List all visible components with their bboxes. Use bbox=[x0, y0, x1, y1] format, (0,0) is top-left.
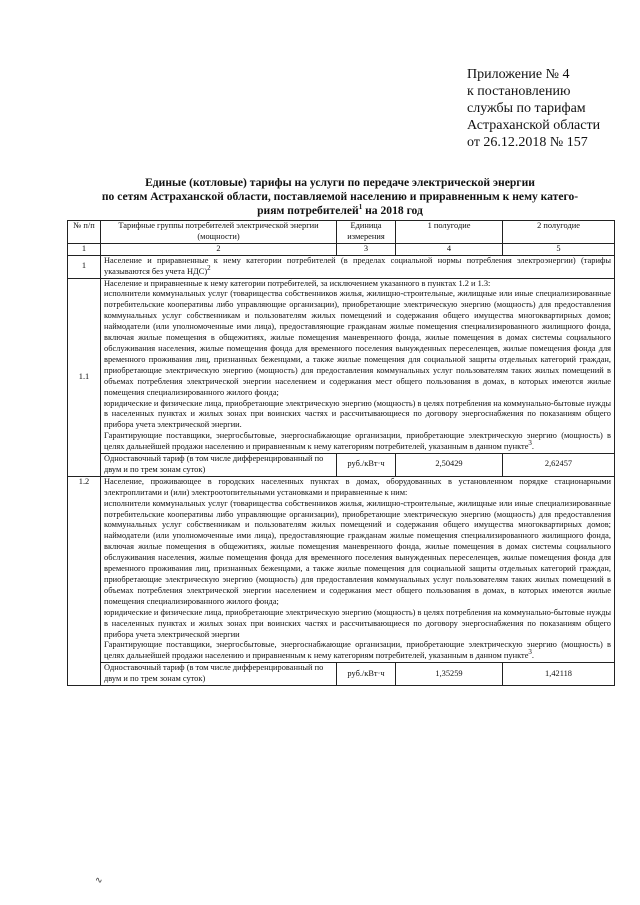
tariff-label: Одноставочный тариф (в том числе дифференцированный по двум и по трем зонам суток) bbox=[101, 454, 337, 477]
column-number: 1 bbox=[68, 243, 101, 255]
tariff-row bbox=[68, 663, 615, 686]
paragraph: юридические и физические лица, приобретающие электрическую энергию (мощность) в целях потребления на коммунально-бытовые нужды в населенных пунктах и жилых зонах при воинских частях и рассчитывающиеся по договору энергоснабжения по показаниям общего прибора учета электрической энергии bbox=[104, 607, 611, 639]
tariff-h2: 2,62457 bbox=[503, 454, 615, 477]
row-description bbox=[101, 476, 615, 662]
paragraph-text: Гарантирующие поставщики, энергосбытовые, энергоснабжающие организации, приобретающие электрическую энергию (мощность) в целях дальнейшей продажи населению и приравненным к нему категориям потребителей, указанным в данном пункте bbox=[104, 640, 611, 661]
column-number: 2 bbox=[101, 243, 337, 255]
paragraph: исполнители коммунальных услуг (товарищества собственников жилья, жилищно-строительные, жилищные или иные специализированные потребительские кооперативы либо управляющие организации), приобретающие электрическую энергию (мощность) для предоставления коммунальных услуг собственникам и пользователям жилых помещений и содержания общего имущества многоквартирных домов; наймодатели (или уполномоченные ими лица), предоставляющие гражданам жилые помещения специализированного жилищного фонда, включая жилые помещения в общежитиях, жилые помещения маневренного фонда, жилые помещения в домах системы социального обслуживания населения, жилые помещения фонда для временного поселения вынужденных переселенцев, жилые помещения фонда для временного проживания лиц, признанных беженцами, а также жилые помещения для социальной защиты отдельных категорий граждан, приобретающие электрическую энергию (мощность) для предоставления коммунальных услуг пользователям таких жилых помещений в объемах потребления электрической энергии населением и содержания мест общего пользования в домах, в которых имеются жилые помещения специализированного жилого фонда; bbox=[104, 498, 611, 606]
footnote-mark: 3 bbox=[528, 439, 532, 448]
paragraph bbox=[104, 640, 611, 662]
row-description bbox=[101, 255, 615, 278]
document-title bbox=[70, 176, 610, 218]
footnote-mark: 2 bbox=[207, 263, 211, 272]
paragraph bbox=[104, 431, 611, 453]
header-group: Тарифные группы потребителей электрической энергии (мощности) bbox=[101, 221, 337, 244]
appendix-block bbox=[467, 66, 632, 151]
title-line bbox=[70, 204, 610, 218]
tariff-unit: руб./кВт·ч bbox=[337, 663, 396, 686]
paragraph-end: . bbox=[531, 442, 535, 452]
paragraph-text: Гарантирующие поставщики, энергосбытовые, энергоснабжающие организации, приобретающие электрическую энергию (мощность) в целях дальнейшей продажи населению и приравненным к нему категориям потребителей, указанным в данном пункте bbox=[104, 431, 611, 452]
appendix-line: службы по тарифам bbox=[467, 101, 586, 116]
handwritten-mark: ∿ bbox=[95, 875, 103, 885]
header-h2: 2 полугодие bbox=[503, 221, 615, 244]
tariff-h1: 2,50429 bbox=[396, 454, 503, 477]
appendix-line: Астраханской области bbox=[467, 118, 601, 133]
tariff-h1: 1,35259 bbox=[396, 663, 503, 686]
tariff-unit: руб./кВт·ч bbox=[337, 454, 396, 477]
appendix-line: к постановлению bbox=[467, 84, 571, 99]
column-number: 3 bbox=[337, 243, 396, 255]
row-text: Население и приравненные к нему категории потребителей (в пределах социальной нормы потребления электроэнергии) (тарифы указываются без учета НДС) bbox=[104, 255, 611, 276]
tariff-row bbox=[68, 454, 615, 477]
footnote-mark: 3 bbox=[528, 648, 532, 657]
header-h1: 1 полугодие bbox=[396, 221, 503, 244]
paragraph: Население и приравненные к нему категории потребителей, за исключением указанного в пунктах 1.2 и 1.3: bbox=[104, 278, 491, 288]
header-num: № п/п bbox=[68, 221, 101, 244]
row-description bbox=[101, 278, 615, 454]
tariff-table bbox=[67, 220, 615, 686]
header-unit: Единица измерения bbox=[337, 221, 396, 244]
appendix-line: от 26.12.2018 № 157 bbox=[467, 135, 588, 150]
table-row bbox=[68, 476, 615, 662]
paragraph-end: . bbox=[531, 651, 535, 661]
row-number: 1.2 bbox=[68, 476, 101, 685]
paragraph: исполнители коммунальных услуг (товарищества собственников жилья, жилищно-строительные, жилищные или иные специализированные потребительские кооперативы либо управляющие организации), приобретающие электрическую энергию (мощность) для предоставления коммунальных услуг собственникам и пользователям жилых помещений и содержания общего имущества многоквартирных домов; наймодатели (или уполномоченные ими лица), предоставляющие гражданам жилые помещения специализированного жилищного фонда, включая жилые помещения в общежитиях, жилые помещения маневренного фонда, жилые помещения в домах системы социального обслуживания населения, жилые помещения фонда для временного поселения вынужденных переселенцев, жилые помещения фонда для временного проживания лиц, признанных беженцами, а также жилые помещения для социальной защиты отдельных категорий граждан, приобретающие электрическую энергию (мощность) для предоставления коммунальных услуг пользователям таких жилых помещений в объемах потребления электрической энергии населением и содержания мест общего пользования в домах, в которых имеются жилые помещения специализированного жилого фонда; bbox=[104, 289, 611, 397]
paragraph: юридические и физические лица, приобретающие электрическую энергию (мощность) в целях потребления на коммунально-бытовые нужды в населенных пунктах и жилых зонах при воинских частях и рассчитывающиеся по договору энергоснабжения по показаниям общего прибора учета электрической энергии. bbox=[104, 398, 611, 430]
table-row bbox=[68, 278, 615, 454]
table-row bbox=[68, 255, 615, 278]
title-line: по сетям Астраханской области, поставляемой населению и приравненным к нему катего- bbox=[101, 190, 579, 203]
tariff-label: Одноставочный тариф (в том числе дифференцированный по двум и по трем зонам суток) bbox=[101, 663, 337, 686]
title-text: на 2018 год bbox=[362, 204, 423, 217]
row-number: 1.1 bbox=[68, 278, 101, 476]
footnote-mark: 1 bbox=[358, 203, 363, 212]
tariff-h2: 1,42118 bbox=[503, 663, 615, 686]
title-line: Единые (котловые) тарифы на услуги по передаче электрической энергии bbox=[145, 176, 535, 189]
column-number: 5 bbox=[503, 243, 615, 255]
column-number: 4 bbox=[396, 243, 503, 255]
appendix-line: Приложение № 4 bbox=[467, 67, 570, 82]
title-text: риям потребителей bbox=[257, 204, 359, 217]
row-number: 1 bbox=[68, 255, 101, 278]
column-number-row bbox=[68, 243, 615, 255]
table-header-row bbox=[68, 221, 615, 244]
paragraph: Население, проживающее в городских населенных пунктах в домах, оборудованных в установленном порядке стационарными электроплитами и (или) электроотопительными установками и приравненные к ним: bbox=[104, 476, 611, 497]
